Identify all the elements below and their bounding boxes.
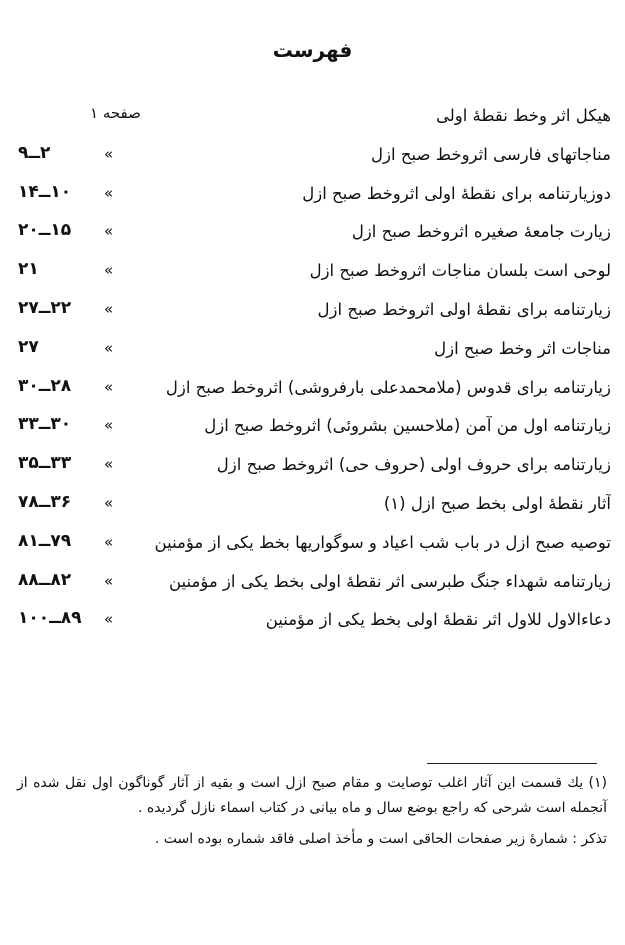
ditto-mark: » (104, 416, 114, 435)
ditto-mark: » (104, 299, 114, 318)
toc-row (0, 253, 625, 292)
ditto-mark: » (104, 338, 114, 357)
toc-entry-title: هیکل اثر وخط نقطهٔ اولی (435, 106, 611, 125)
toc-row (0, 214, 625, 253)
toc-entry-title: زیارتنامه برای حروف اولی (حروف حی) اثروخط صبح ازل (216, 455, 611, 475)
ditto-mark: » (104, 144, 114, 163)
toc-page-range: ۳۳ــ۳۵ (18, 453, 72, 474)
toc-page-range: ۳۶ــ۷۸ (18, 491, 72, 512)
ditto-mark: » (104, 261, 114, 280)
toc-entry-title: مناجات اثر وخط صبح ازل (434, 338, 611, 358)
toc-entry-title: لوحی است بلسان مناجات اثروخط صبح ازل (309, 261, 611, 281)
toc-row (0, 176, 625, 215)
toc-entry-title: زیارتنامه اول من آمن (ملاحسین بشروئی) اثروخط صبح ازل (204, 416, 611, 436)
ditto-mark: » (104, 455, 114, 474)
toc-page-range: ۷۹ــ۸۱ (18, 530, 72, 551)
toc-page-range: ۲۲ــ۲۷ (18, 297, 72, 318)
toc-row (0, 602, 625, 641)
toc-entry-title: زیارتنامه شهداء جنگ طبرسی اثر نقطهٔ اولی بخط یکی از مؤمنین (168, 571, 611, 591)
footnote-note: تذکر : شمارهٔ زیر صفحات الحاقی است و مأخذ اصلی فاقد شماره بوده است . (154, 831, 607, 847)
toc-page-range: ۸۲ــ۸۸ (18, 569, 72, 590)
ditto-mark: » (104, 377, 114, 396)
footnote-1: (۱) یك قسمت این آثار اغلب توصایت و مقام صبح ازل است و بقیه از آثار گوناگون اول نقل شده از آنجمله است شرحی که راجع بوضع سال و ماه بیانی در کتاب اسماء نازل گردیده . (17, 775, 607, 816)
toc-page-range: ۲۸ــ۳۰ (18, 375, 72, 396)
toc-entry-title: مناجاتهای فارسی اثروخط صبح ازل (371, 144, 611, 164)
toc-entry-title: زیارتنامه برای نقطهٔ اولی اثروخط صبح ازل (317, 299, 611, 319)
toc-page-range: ۲۷ (18, 336, 39, 357)
toc-row (0, 370, 625, 409)
toc-row (0, 447, 625, 486)
ditto-mark: » (104, 571, 114, 590)
toc-row (0, 564, 625, 603)
toc-row (0, 486, 625, 525)
toc-row (0, 331, 625, 370)
toc-page-header: صفحه ۱ (90, 104, 141, 122)
ditto-mark: » (104, 183, 114, 202)
toc-row (0, 408, 625, 447)
footnotes (17, 771, 607, 852)
toc-entry-title: دوزیارتنامه برای نقطهٔ اولی اثروخط صبح ازل (302, 183, 611, 203)
toc-page-range: ۸۹ــ۱۰۰ (18, 608, 82, 629)
toc-row (0, 98, 625, 137)
toc-row (0, 292, 625, 331)
toc-entry-title: زیارتنامه برای قدوس (ملامحمدعلی بارفروشی) اثروخط صبح ازل (165, 377, 611, 397)
toc-page-range: ۱۵ــ۲۰ (18, 220, 72, 241)
ditto-mark: » (104, 222, 114, 241)
ditto-mark: » (104, 493, 114, 512)
toc-entry-title: توصیه صبح ازل در باب شب اعیاد و سوگواریها بخط یکی از مؤمنین (154, 532, 611, 552)
ditto-mark: » (104, 610, 114, 629)
toc-row (0, 137, 625, 176)
footnote-divider (427, 763, 597, 764)
toc-page-range: ۳۰ــ۳۳ (18, 414, 72, 435)
toc-page-range: ۲ــ۹ (18, 142, 51, 163)
ditto-mark: » (104, 532, 114, 551)
toc-entry-title: زیارت جامعهٔ صغیره اثروخط صبح ازل (351, 222, 611, 242)
table-of-contents (0, 98, 625, 641)
toc-page-range: ۲۱ (18, 259, 39, 280)
toc-row (0, 525, 625, 564)
toc-entry-title: آثار نقطهٔ اولی بخط صبح ازل (۱) (383, 493, 611, 513)
toc-page-range: ۱۰ــ۱۴ (18, 181, 72, 202)
page-title: فهرست (272, 38, 353, 62)
toc-entry-title: دعاءالاول للاول اثر نقطهٔ اولی بخط یکی از مؤمنین (265, 610, 611, 630)
